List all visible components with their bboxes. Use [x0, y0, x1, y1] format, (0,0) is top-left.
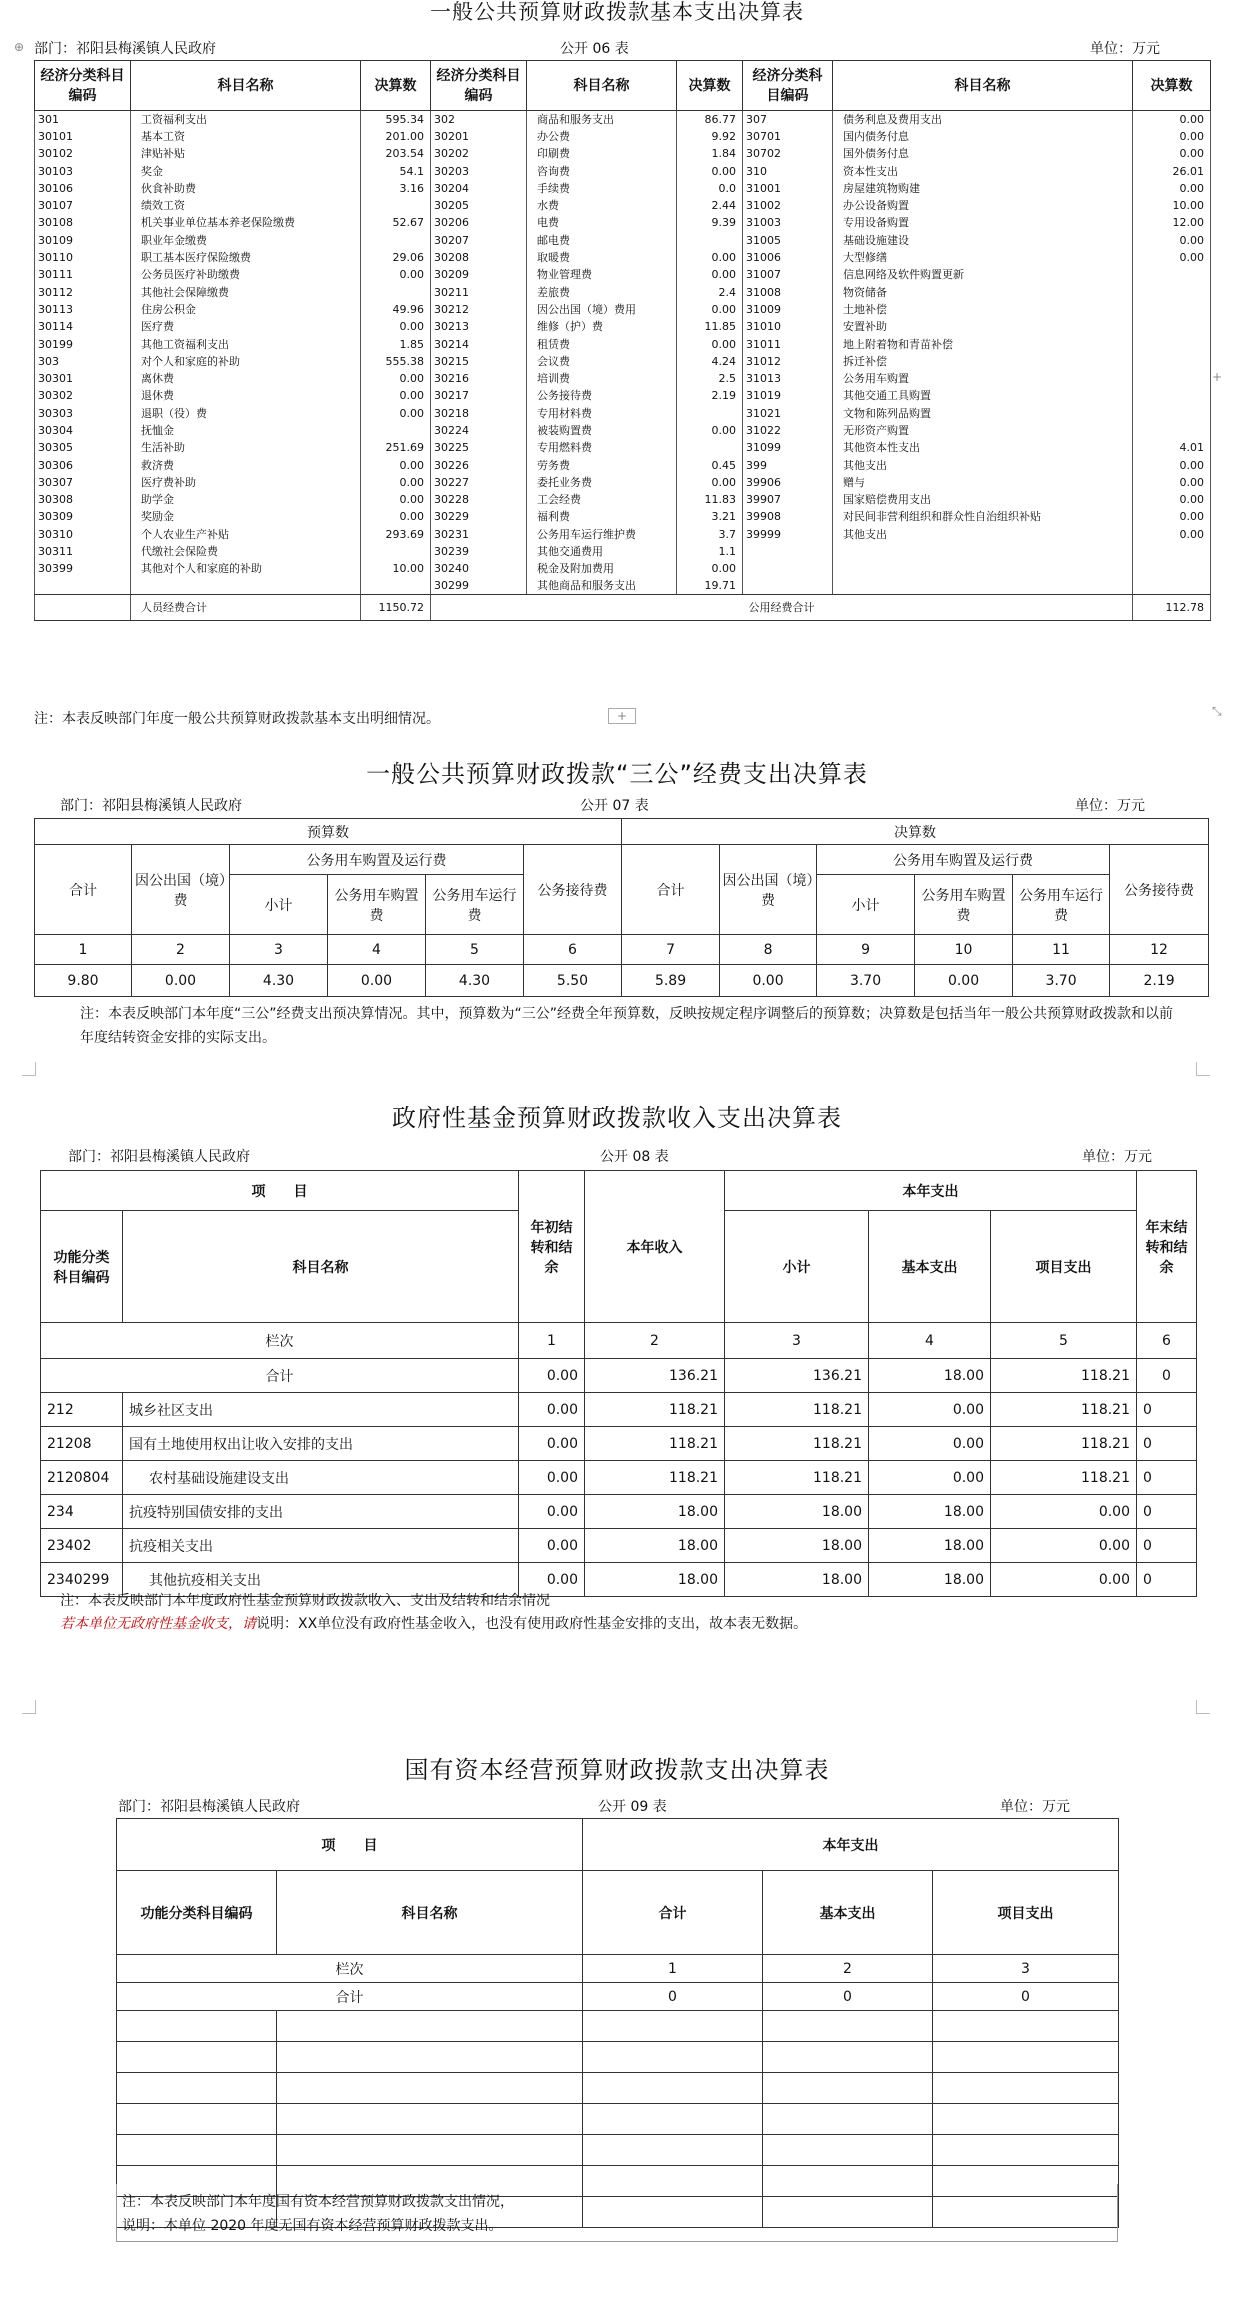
table-row: 30304 抚恤金 30224 被装购置费 0.00 31022 无形资产购置	[35, 422, 1211, 439]
table-09-note-1: 注：本表反映部门本年度国有资本经营预算财政拨款支出情况，	[122, 2194, 514, 2210]
table-row: 30307 医疗费补助 0.00 30227 委托业务费 0.00 39906 赠与 0.00	[35, 474, 1211, 491]
table-row: 30110 职工基本医疗保险缴费 29.06 30208 取暖费 0.00 31006 大型修缮 0.00	[35, 249, 1211, 266]
table-09-unit: 单位：万元	[1000, 1799, 1070, 1815]
table-row: 30309 奖励金 0.00 30229 福利费 3.21 39908 对民间非营利组织和群众性自治组织补贴 0.00	[35, 508, 1211, 525]
table-row: 30103 奖金 54.1 30203 咨询费 0.00 310 资本性支出 26.01	[35, 162, 1211, 179]
table-06-dept: 部门：祁阳县梅溪镇人民政府	[34, 41, 216, 57]
budget-header: 预算数	[35, 819, 622, 845]
table-08: 项 目 年初结转和结余 本年收入 本年支出 年末结转和结余 功能分类科目编码 科目名称 小计 基本支出 项目支出 栏次 1 2 3 4 5 6 合计 0.00 136.21 136.21 18.00 118.21 0 212 城乡社区支出 0.00 118.21 118.21 0.00 118.21 0 21208 国有土地使用权出让收入安排的支出 0.00 118.21 118.21 0.00 118.21 0 2120804 农村基础设施建设支出 0.00 118.21 118.21 0.00 118.21 0 234 抗疫特别国债安排的支出 0.00 18.00 18.00 18.00 0.00 0 23402 抗疫相关支出 0.00 18.00 18.00 18.00 0.00 0 2340299 其他抗疫相关支出 0.00 18.00 18.00 18.00 0.00 0	[40, 1170, 1197, 1597]
table-row: 30305 生活补助 251.69 30225 专用燃料费 31099 其他资本性支出 4.01	[35, 439, 1211, 456]
table-08-dept: 部门：祁阳县梅溪镇人民政府	[68, 1149, 250, 1165]
table-row: 2120804 农村基础设施建设支出 0.00 118.21 118.21 0.00 118.21 0	[41, 1461, 1197, 1495]
table-09-note-border	[116, 2184, 1118, 2242]
table-row: 30301 离休费 0.00 30216 培训费 2.5 31013 公务用车购置	[35, 370, 1211, 387]
table-row: 30102 津贴补贴 203.54 30202 印刷费 1.84 30702 国外债务付息 0.00	[35, 145, 1211, 162]
table-09-note-2: 说明：本单位 2020 年度无国有资本经营预算财政拨款支出。	[122, 2218, 503, 2234]
table-08-index-row: 栏次 1 2 3 4 5 6	[41, 1323, 1197, 1359]
table-07: 预算数 决算数 合计 因公出国（境）费 公务用车购置及运行费 公务接待费 合计 因公出国（境）费 公务用车购置及运行费 公务接待费 小计 公务用车购置费 公务用车运行费 小计 公务用车购置费 公务用车运行费 1 2 3 4 5 6 7 8 9 10 11 12 9.80 0.00 4.30 0.00 4.30 5.50 5.89 0.00 3.70 0.00 3.70 2.19	[34, 818, 1209, 997]
table-row: 30111 公务员医疗补助缴费 0.00 30209 物业管理费 0.00 31007 信息网络及软件购置更新	[35, 266, 1211, 283]
table-08-title: 政府性基金预算财政拨款收入支出决算表	[392, 1104, 842, 1132]
final-header: 决算数	[622, 819, 1209, 845]
section-table-09	[0, 1680, 1234, 2319]
table-row: 30107 绩效工资 30205 水费 2.44 31002 办公设备购置 10.00	[35, 197, 1211, 214]
add-row-icon[interactable]: +	[608, 708, 636, 724]
table-09-empty-row	[117, 2135, 1119, 2166]
resize-handle-icon[interactable]: ⤡	[1212, 704, 1222, 718]
table-07-unit: 单位：万元	[1075, 798, 1145, 814]
table-06-header: 经济分类科目编码 科目名称 决算数 经济分类科目编码 科目名称 决算数 经济分类科目编码 科目名称 决算数	[35, 61, 1211, 111]
table-08-unit: 单位：万元	[1082, 1149, 1152, 1165]
table-07-note: 注：本表反映部门本年度“三公”经费支出预决算情况。其中，预算数为“三公”经费全年预算数，反映按规定程序调整后的预算数；决算数是包括当年一般公共预算财政拨款和以前年度结转资金安排的实际支出。	[80, 1006, 1174, 1046]
table-09-total-row: 合计 0 0 0	[117, 1983, 1119, 2011]
table-row: 30114 医疗费 0.00 30213 维修（护）费 11.85 31010 安置补助	[35, 318, 1211, 335]
table-row: 30101 基本工资 201.00 30201 办公费 9.92 30701 国内债务付息 0.00	[35, 128, 1211, 145]
table-row: 30310 个人农业生产补贴 293.69 30231 公务用车运行维护费 3.7 39999 其他支出 0.00	[35, 526, 1211, 543]
table-row: 30112 其他社会保障缴费 30211 差旅费 2.4 31008 物资储备	[35, 283, 1211, 300]
move-handle-icon[interactable]: ⊕	[14, 40, 25, 54]
table-09-empty-row	[117, 2073, 1119, 2104]
page-corner-mark	[22, 1700, 36, 1714]
table-09-empty-row	[117, 2104, 1119, 2135]
table-row: 234 抗疫特别国债安排的支出 0.00 18.00 18.00 18.00 0.00 0	[41, 1495, 1197, 1529]
table-row: 30311 代缴社会保险费 30239 其他交通费用 1.1	[35, 543, 1211, 560]
table-row: 212 城乡社区支出 0.00 118.21 118.21 0.00 118.21 0	[41, 1393, 1197, 1427]
table-row: 30199 其他工资福利支出 1.85 30214 租赁费 0.00 31011 地上附着物和青苗补偿	[35, 335, 1211, 352]
table-row: 30399 其他对个人和家庭的补助 10.00 30240 税金及附加费用 0.00	[35, 560, 1211, 577]
table-06-title: 一般公共预算财政拨款基本支出决算表	[430, 0, 804, 24]
table-09-title: 国有资本经营预算财政拨款支出决算表	[404, 1756, 830, 1784]
table-06-unit: 单位：万元	[1090, 41, 1160, 57]
table-row: 30303 退职（役）费 0.00 30218 专用材料费 31021 文物和陈列品购置	[35, 405, 1211, 422]
side-add-icon[interactable]: +	[1212, 370, 1223, 384]
table-row: 30308 助学金 0.00 30228 工会经费 11.83 39907 国家赔偿费用支出 0.00	[35, 491, 1211, 508]
table-07-values-row: 9.80 0.00 4.30 0.00 4.30 5.50 5.89 0.00 3.70 0.00 3.70 2.19	[35, 965, 1209, 997]
table-09-index-row: 栏次 1 2 3	[117, 1955, 1119, 1983]
table-row: 303 对个人和家庭的补助 555.38 30215 会议费 4.24 31012 拆迁补偿	[35, 353, 1211, 370]
page-corner-mark	[1196, 1062, 1210, 1076]
table-09-code: 公开 09 表	[598, 1799, 667, 1815]
table-06-note: 注：本表反映部门年度一般公共预算财政拨款基本支出明细情况。	[34, 711, 440, 727]
table-row: 301 工资福利支出 595.34 302 商品和服务支出 86.77 307 债务利息及费用支出 0.00	[35, 111, 1211, 128]
table-07-dept: 部门：祁阳县梅溪镇人民政府	[60, 798, 242, 814]
table-08-note-2: 若本单位无政府性基金收支，请说明：XX单位没有政府性基金收入，也没有使用政府性基金安排的支出，故本表无数据。	[60, 1616, 808, 1632]
table-07-index-row: 1 2 3 4 5 6 7 8 9 10 11 12	[35, 935, 1209, 965]
table-row: 21208 国有土地使用权出让收入安排的支出 0.00 118.21 118.21 0.00 118.21 0	[41, 1427, 1197, 1461]
table-08-code: 公开 08 表	[600, 1149, 669, 1165]
table-09-empty-row	[117, 2011, 1119, 2042]
table-06	[34, 60, 1211, 621]
table-row: 30109 职业年金缴费 30207 邮电费 31005 基础设施建设 0.00	[35, 232, 1211, 249]
table-row: 30113 住房公积金 49.96 30212 因公出国（境）费用 0.00 31009 土地补偿	[35, 301, 1211, 318]
table-06-total-row: 人员经费合计 1150.72 公用经费合计 112.78	[35, 595, 1211, 621]
table-row: 2340299 其他抗疫相关支出 0.00 18.00 18.00 18.00 0.00 0	[41, 1563, 1197, 1597]
section-table-08	[0, 1080, 1234, 1680]
table-09-empty-row	[117, 2042, 1119, 2073]
table-08-note-1: 注：本表反映部门本年度政府性基金预算财政拨款收入、支出及结转和结余情况	[60, 1593, 550, 1609]
table-row: 23402 抗疫相关支出 0.00 18.00 18.00 18.00 0.00 0	[41, 1529, 1197, 1563]
page-corner-mark	[22, 1062, 36, 1076]
page-corner-mark	[1196, 1700, 1210, 1714]
table-row: 30108 机关事业单位基本养老保险缴费 52.67 30206 电费 9.39 31003 专用设备购置 12.00	[35, 214, 1211, 231]
table-09-dept: 部门：祁阳县梅溪镇人民政府	[118, 1799, 300, 1815]
table-row: 30302 退休费 0.00 30217 公务接待费 2.19 31019 其他交通工具购置	[35, 387, 1211, 404]
table-09: 项 目 本年支出 功能分类科目编码 科目名称 合计 基本支出 项目支出 栏次 1 2 3 合计 0 0 0	[116, 1818, 1119, 2228]
section-table-06	[0, 0, 1234, 740]
table-row: 30106 伙食补助费 3.16 30204 手续费 0.0 31001 房屋建筑物购建 0.00	[35, 180, 1211, 197]
table-row: 30299 其他商品和服务支出 19.71	[35, 578, 1211, 595]
table-07-title: 一般公共预算财政拨款“三公”经费支出决算表	[366, 760, 868, 788]
table-06-code: 公开 06 表	[560, 41, 629, 57]
table-08-total-row: 合计 0.00 136.21 136.21 18.00 118.21 0	[41, 1359, 1197, 1393]
table-row: 30306 救济费 0.00 30226 劳务费 0.45 399 其他支出 0.00	[35, 456, 1211, 473]
table-07-code: 公开 07 表	[580, 798, 649, 814]
section-table-07	[0, 740, 1234, 1080]
